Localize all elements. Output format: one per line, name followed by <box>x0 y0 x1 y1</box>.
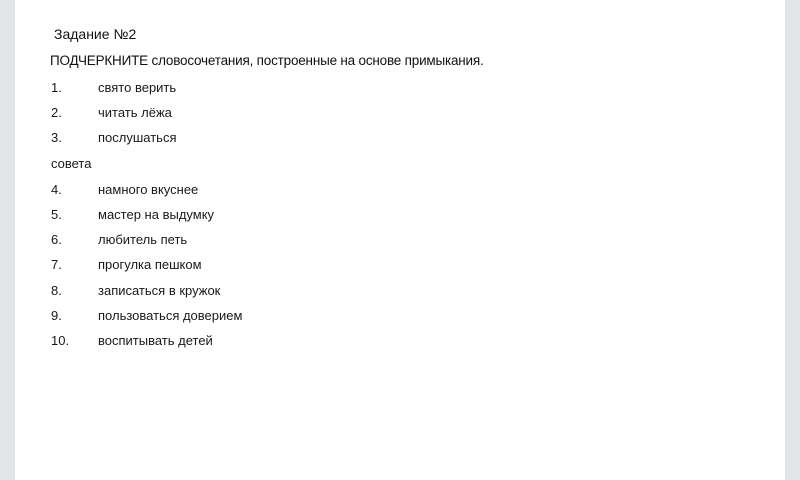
item-number: 4. <box>51 182 62 197</box>
item-number: 1. <box>51 80 62 95</box>
item-text: воспитывать детей <box>98 333 213 348</box>
item-text: послушаться <box>98 130 177 145</box>
item-text: читать лёжа <box>98 105 172 120</box>
task-instruction: ПОДЧЕРКНИТЕ словосочетания, построенные на основе примыкания. <box>50 53 484 68</box>
item-text: намного вкуснее <box>98 182 199 197</box>
task-title: Задание №2 <box>54 26 137 42</box>
item-text: любитель петь <box>98 232 188 247</box>
item-text: записаться в кружок <box>98 283 221 298</box>
item-number: 8. <box>51 283 62 298</box>
item-number: 5. <box>51 207 62 222</box>
item-text: пользоваться доверием <box>98 308 243 323</box>
item-text: мастер на выдумку <box>98 207 215 222</box>
item-number: 2. <box>51 105 62 120</box>
item-text: свято верить <box>98 80 177 95</box>
item-number: 10. <box>51 333 70 348</box>
item-number: 9. <box>51 308 62 323</box>
item-number: 6. <box>51 232 62 247</box>
item-number: 7. <box>51 257 62 272</box>
item-text: прогулка пешком <box>98 257 202 272</box>
item-continuation: совета <box>51 156 92 171</box>
item-number: 3. <box>51 130 62 145</box>
document-page <box>15 0 785 480</box>
